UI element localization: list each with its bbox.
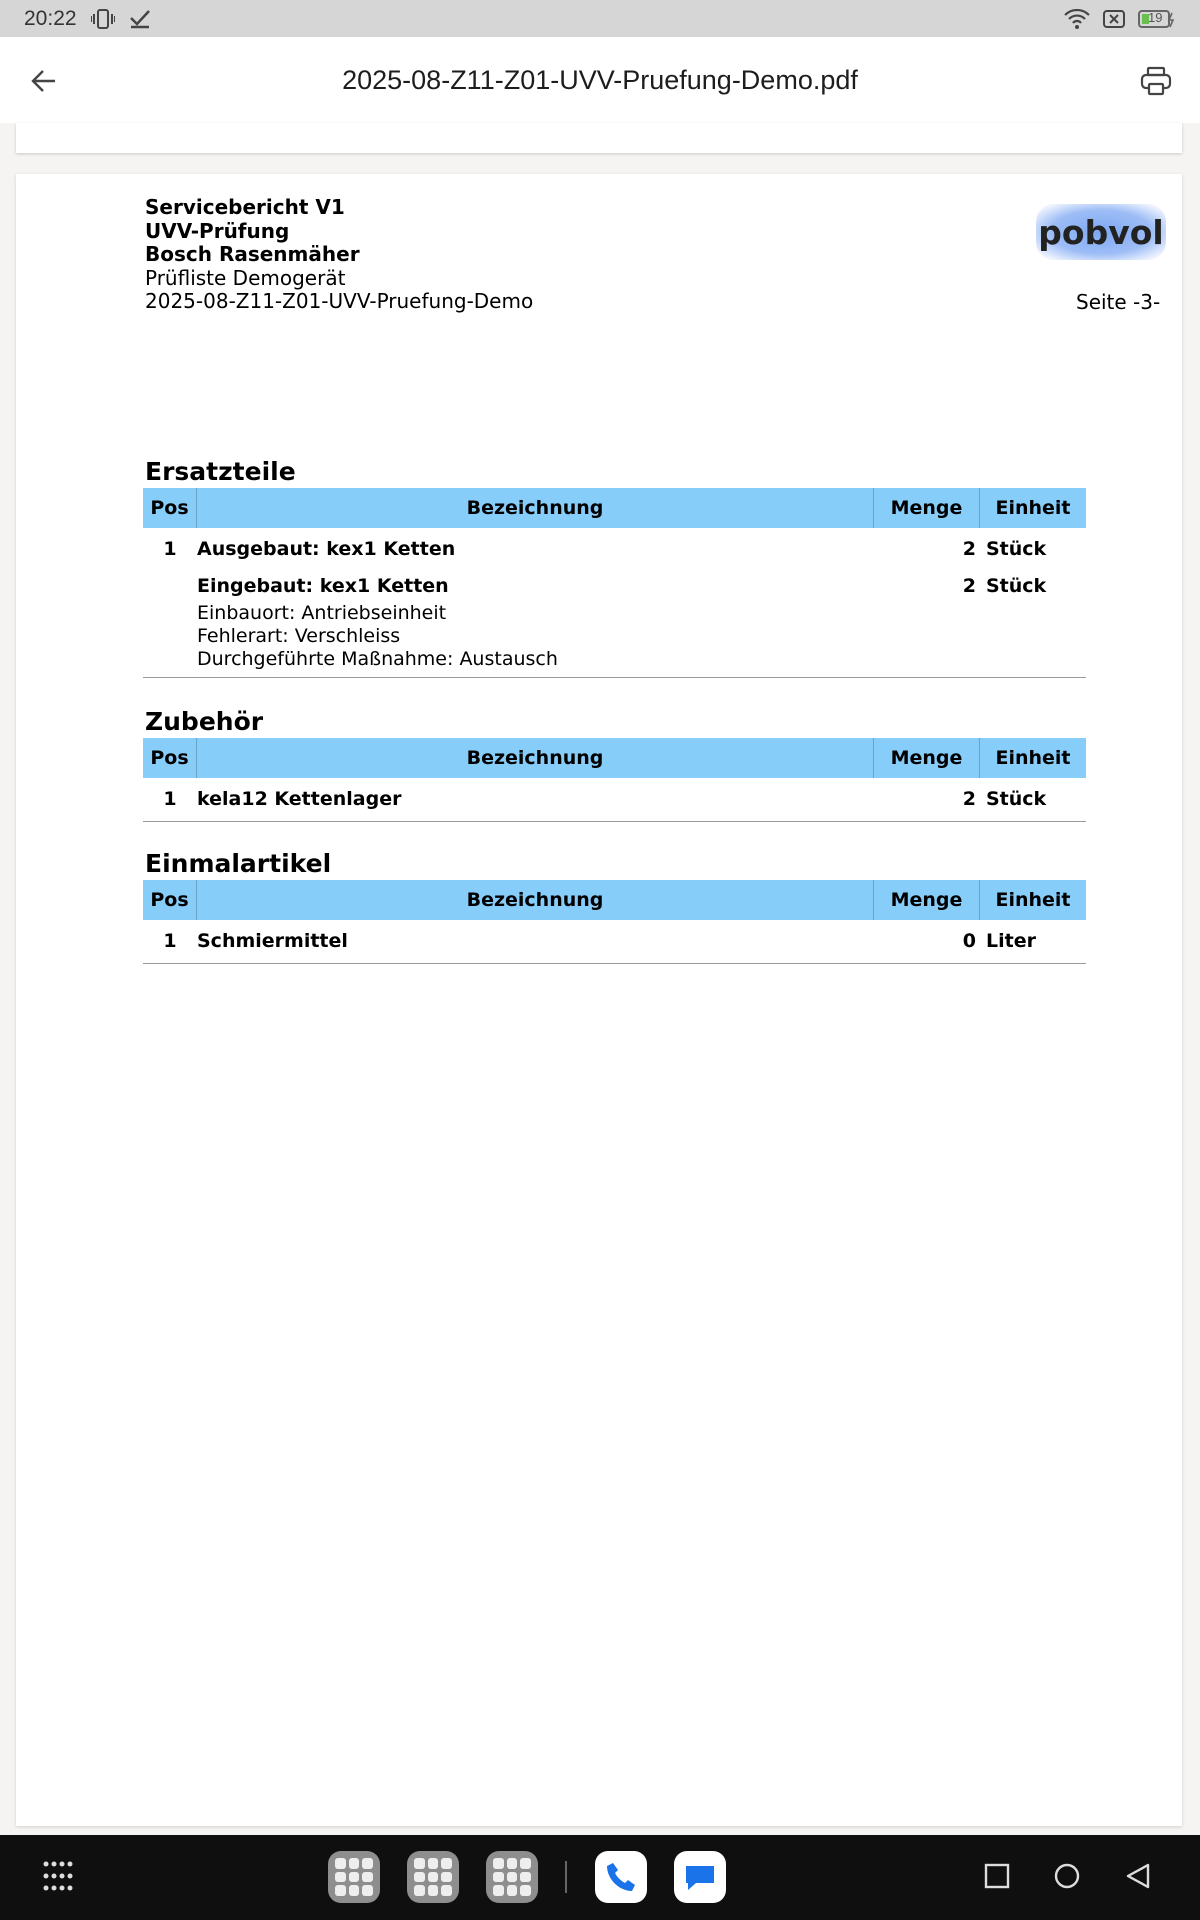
divider bbox=[143, 963, 1086, 964]
row-bezeichnung: Eingebaut: kex1 Ketten bbox=[197, 575, 449, 597]
grid-dots-icon bbox=[42, 1860, 74, 1892]
col-pos: Pos bbox=[143, 738, 197, 778]
print-button[interactable] bbox=[1134, 59, 1178, 103]
dock-phone-app[interactable] bbox=[595, 1851, 647, 1903]
report-header bbox=[145, 196, 533, 314]
home-button[interactable] bbox=[1054, 1863, 1080, 1893]
pdf-page bbox=[16, 174, 1182, 1826]
col-einheit: Einheit bbox=[995, 747, 1071, 769]
section-ersatzteile bbox=[143, 456, 1086, 678]
table-row bbox=[143, 787, 1086, 821]
row-menge: 0 bbox=[962, 930, 976, 952]
row-menge: 2 bbox=[962, 575, 976, 597]
section-title: Einmalartikel bbox=[145, 849, 332, 878]
chat-bubble-icon bbox=[682, 1860, 718, 1894]
document-title: 2025-08-Z11-Z01-UVV-Pruefung-Demo.pdf bbox=[342, 65, 858, 95]
section-zubehoer bbox=[143, 706, 1086, 822]
wifi-icon bbox=[1064, 9, 1090, 29]
row-bezeichnung: kela12 Kettenlager bbox=[197, 788, 402, 810]
table-row bbox=[143, 929, 1086, 963]
printer-icon bbox=[1140, 66, 1172, 96]
row-pos bbox=[143, 574, 197, 602]
row-pos: 1 bbox=[163, 930, 177, 952]
dock-folder-1[interactable] bbox=[328, 1851, 380, 1903]
row-menge: 2 bbox=[962, 788, 976, 810]
page-number: Seite -3- bbox=[1076, 290, 1161, 314]
arrow-left-icon bbox=[30, 67, 58, 95]
dock-messages-app[interactable] bbox=[674, 1851, 726, 1903]
section-title: Ersatzteile bbox=[145, 457, 296, 486]
col-einheit: Einheit bbox=[995, 889, 1071, 911]
detail-einbauort: Einbauort: Antriebseinheit bbox=[197, 602, 447, 624]
row-menge: 2 bbox=[962, 538, 976, 560]
table-header bbox=[143, 880, 1086, 920]
col-menge: Menge bbox=[874, 738, 980, 778]
company-logo: pobvol bbox=[1036, 204, 1166, 260]
divider bbox=[143, 821, 1086, 822]
app-drawer-button[interactable] bbox=[42, 1860, 74, 1896]
detail-massnahme: Durchgeführte Maßnahme: Austausch bbox=[197, 648, 558, 670]
square-icon bbox=[984, 1863, 1010, 1889]
sim-missing-icon bbox=[1102, 9, 1126, 29]
circle-icon bbox=[1054, 1863, 1080, 1889]
table-header bbox=[143, 488, 1086, 528]
col-bezeichnung: Bezeichnung bbox=[197, 880, 874, 920]
navigation-bar bbox=[0, 1835, 1200, 1920]
dock-folder-3[interactable] bbox=[486, 1851, 538, 1903]
app-bar bbox=[0, 37, 1200, 123]
detail-fehlerart: Fehlerart: Verschleiss bbox=[197, 625, 401, 647]
row-pos: 1 bbox=[163, 788, 177, 810]
triangle-back-icon bbox=[1124, 1862, 1152, 1890]
report-subtitle: UVV-Prüfung bbox=[145, 218, 290, 243]
status-bar bbox=[0, 0, 1200, 37]
row-einheit: Liter bbox=[986, 930, 1036, 952]
previous-page bbox=[16, 123, 1182, 153]
row-bezeichnung: Schmiermittel bbox=[197, 930, 348, 952]
report-title: Servicebericht V1 bbox=[145, 195, 345, 219]
col-menge: Menge bbox=[874, 880, 980, 920]
battery-icon bbox=[1138, 9, 1176, 29]
vibrate-icon bbox=[91, 8, 115, 30]
col-pos: Pos bbox=[143, 488, 197, 528]
nav-back-button[interactable] bbox=[1124, 1862, 1152, 1894]
row-pos: 1 bbox=[163, 538, 177, 560]
check-icon bbox=[129, 9, 151, 29]
col-menge: Menge bbox=[874, 488, 980, 528]
row-einheit: Stück bbox=[986, 788, 1047, 810]
col-bezeichnung: Bezeichnung bbox=[197, 488, 874, 528]
recents-button[interactable] bbox=[984, 1863, 1010, 1893]
divider bbox=[143, 677, 1086, 678]
back-button[interactable] bbox=[22, 59, 66, 103]
section-title: Zubehör bbox=[145, 707, 264, 736]
status-time: 20:22 bbox=[24, 6, 77, 30]
col-pos: Pos bbox=[143, 880, 197, 920]
dock-folder-2[interactable] bbox=[407, 1851, 459, 1903]
table-header bbox=[143, 738, 1086, 778]
table-row bbox=[143, 574, 1086, 602]
document-id: 2025-08-Z11-Z01-UVV-Pruefung-Demo bbox=[145, 289, 534, 313]
device-name: Bosch Rasenmäher bbox=[145, 242, 360, 266]
checklist-name: Prüfliste Demogerät bbox=[145, 265, 346, 290]
dock-divider bbox=[565, 1861, 567, 1893]
col-einheit: Einheit bbox=[995, 497, 1071, 519]
battery-level: 19 bbox=[1148, 9, 1163, 25]
col-bezeichnung: Bezeichnung bbox=[197, 738, 874, 778]
phone-icon bbox=[604, 1860, 638, 1894]
row-einheit: Stück bbox=[986, 575, 1047, 597]
section-einmalartikel bbox=[143, 848, 1086, 964]
part-details bbox=[143, 602, 1086, 671]
row-einheit: Stück bbox=[986, 538, 1047, 560]
row-bezeichnung: Ausgebaut: kex1 Ketten bbox=[197, 538, 456, 560]
table-row bbox=[143, 537, 1086, 567]
